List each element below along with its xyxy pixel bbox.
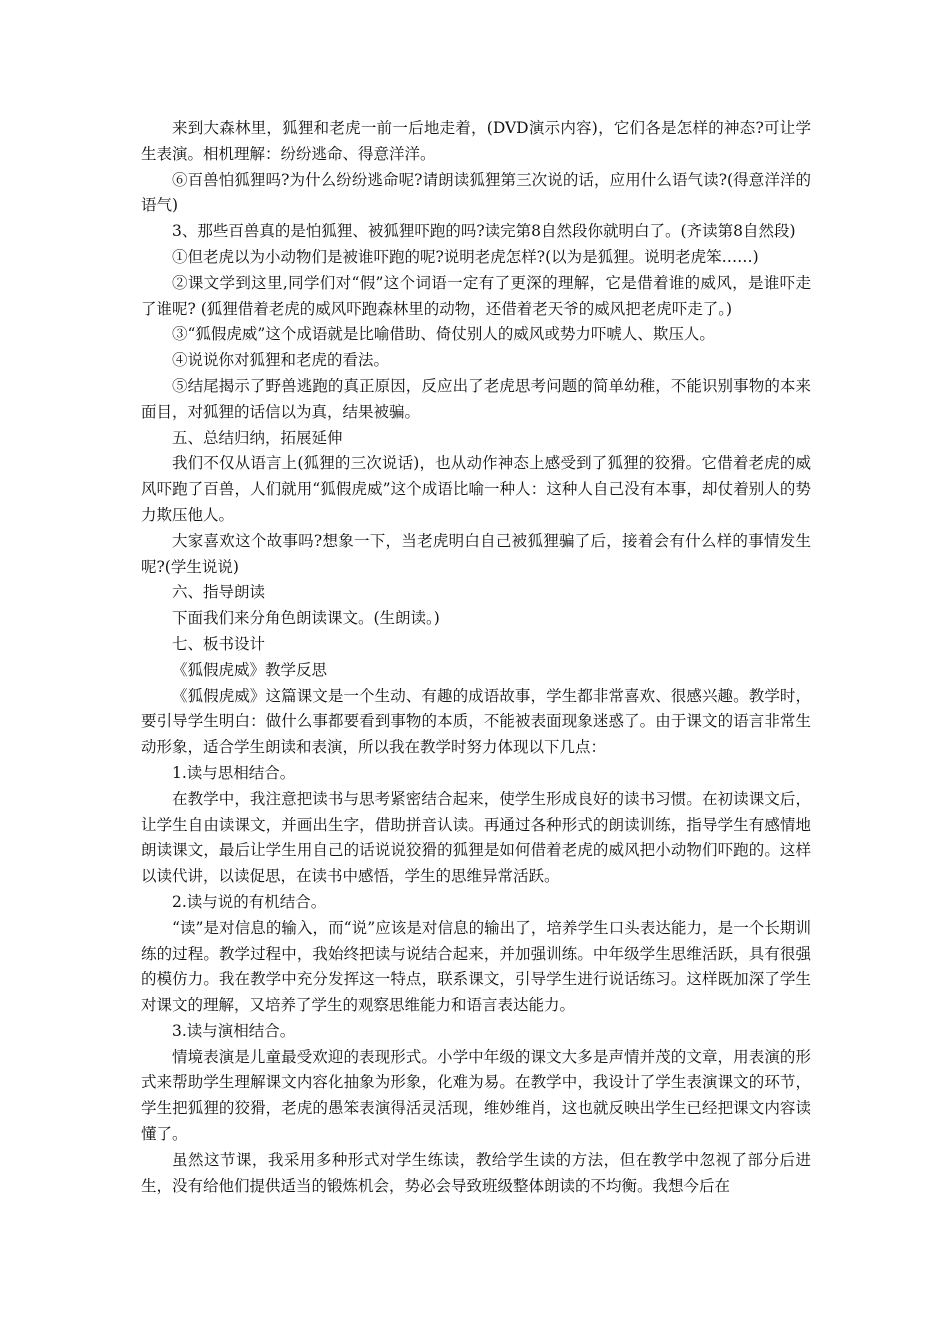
paragraph: 虽然这节课，我采用多种形式对学生练读，教给学生读的方法，但在教学中忽视了部分后进生，没有给他们提供适当的锻炼机会，势必会导致班级整体朗读的不均衡。我想今后在 [141, 1150, 811, 1195]
subheading: 1.读与思相结合。 [172, 763, 296, 782]
paragraph: 来到大森林里，狐狸和老虎一前一后地走着，(DVD演示内容)，它们各是怎样的神态?可让学生表演。相机理解：纷纷逃命、得意洋洋。 [141, 119, 811, 163]
paragraph: 3、那些百兽真的是怕狐狸、被狐狸吓跑的吗?读完第8自然段你就明白了。(齐读第8自然段) [172, 222, 796, 241]
paragraph: 我们不仅从语言上(狐狸的三次说话)，也从动作神态上感受到了狐狸的狡猾。它借着老虎的威风吓跑了百兽，人们就用“狐假虎威”这个成语比喻一种人：这种人自己没有本事，却仗着别人的势力欺压他人。 [141, 454, 811, 524]
paragraph: “读”是对信息的输入，而“说”应该是对信息的输出了，培养学生口头表达能力，是一个长期训练的过程。教学过程中，我始终把读与说结合起来，并加强训练。中年级学生思维活跃，具有很强的模仿力。我在教学中充分发挥这一特点，联系课文，引导学生进行说话练习。这样既加深了学生对课文的理解，又培养了学生的观察思维能力和语言表达能力。 [141, 918, 811, 1015]
paragraph: 《狐假虎威》这篇课文是一个生动、有趣的成语故事，学生都非常喜欢、很感兴趣。教学时，要引导学生明白：做什么事都要看到事物的本质，不能被表面现象迷惑了。由于课文的语言非常生动形象，适合学生朗读和表演，所以我在教学时努力体现以下几点： [141, 686, 811, 757]
paragraph: 在教学中，我注意把读书与思考紧密结合起来，使学生形成良好的读书习惯。在初读课文后，让学生自由读课文，并画出生字，借助拼音认读。再通过各种形式的朗读训练，指导学生有感情地朗读课文，最后让学生用自己的话说说狡猾的狐狸是如何借着老虎的威风把小动物们吓跑的。这样以读代讲，以读促思，在读书中感悟，学生的思维异常活跃。 [141, 789, 811, 886]
paragraph: ⑥百兽怕狐狸吗?为什么纷纷逃命呢?请朗读狐狸第三次说的话，应用什么语气读?(得意洋洋的语气) [141, 170, 811, 215]
paragraph: 大家喜欢这个故事吗?想象一下，当老虎明白自己被狐狸骗了后，接着会有什么样的事情发生呢?(学生说说) [141, 531, 811, 576]
section-heading: 五、总结归纳，拓展延伸 [172, 428, 343, 447]
section-heading: 七、板书设计 [172, 634, 266, 653]
paragraph: ①但老虎以为小动物们是被谁吓跑的呢?说明老虎怎样?(以为是狐狸。说明老虎笨……) [172, 247, 759, 266]
subheading: 2.读与说的有机结合。 [172, 892, 327, 911]
paragraph: ②课文学到这里,同学们对“假”这个词语一定有了更深的理解，它是借着谁的威风，是谁吓走了谁呢? (狐狸借着老虎的威风吓跑森林里的动物，还借着老天爷的威风把老虎吓走了。) [141, 273, 811, 318]
reflection-title: 《狐假虎威》教学反思 [172, 660, 328, 679]
paragraph: ④说说你对狐狸和老虎的看法。 [172, 351, 390, 370]
document-body [141, 116, 811, 1199]
paragraph: 情境表演是儿童最受欢迎的表现形式。小学中年级的课文大多是声情并茂的文章，用表演的形式来帮助学生理解课文内容化抽象为形象，化难为易。在教学中，我设计了学生表演课文的环节，学生把狐狸的狡猾，老虎的愚笨表演得活灵活现，维妙维肖，这也就反映出学生已经把课文内容读懂了。 [141, 1047, 811, 1144]
paragraph: 下面我们来分角色朗读课文。(生朗读。) [172, 609, 440, 628]
subheading: 3.读与演相结合。 [172, 1021, 296, 1040]
section-heading: 六、指导朗读 [172, 583, 266, 602]
paragraph: ③“狐假虎威”这个成语就是比喻借助、倚仗别人的威风或势力吓唬人、欺压人。 [172, 325, 715, 344]
paragraph: ⑤结尾揭示了野兽逃跑的真正原因，反应出了老虎思考问题的简单幼稚，不能识别事物的本来面目，对狐狸的话信以为真，结果被骗。 [141, 376, 811, 421]
